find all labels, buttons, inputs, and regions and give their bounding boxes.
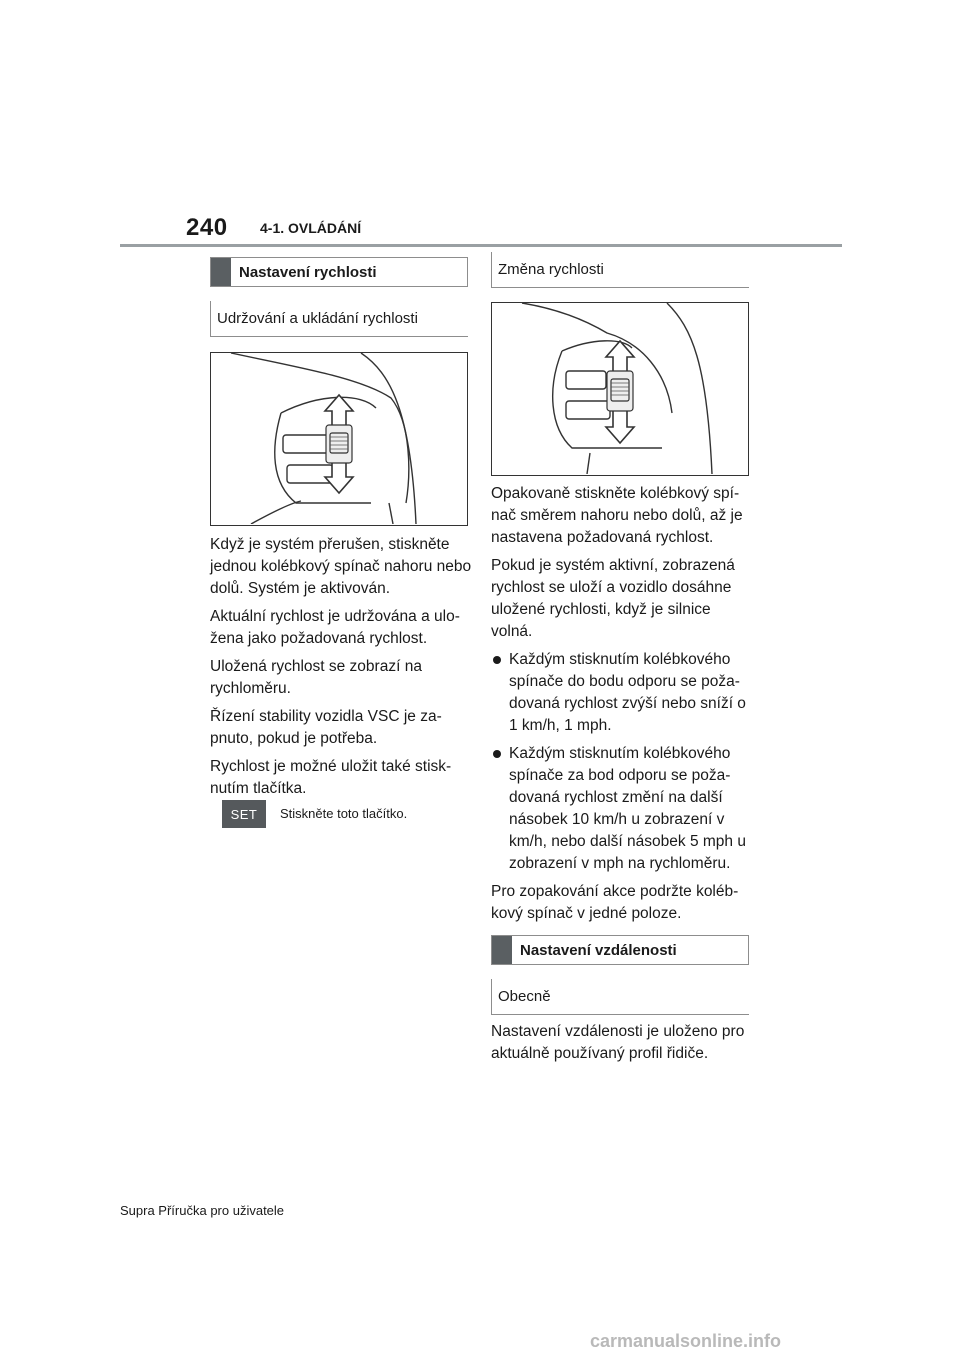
section-heading-text: Nastavení rychlosti	[239, 263, 377, 281]
set-button-icon: SET	[222, 800, 266, 828]
bullet-icon	[493, 750, 501, 758]
rocker-switch-illustration-right	[491, 302, 749, 476]
list-item-text: Každým stisknutím kolébkového spínače za bod odporu se požadovaná rychlost změní na další násobek 10 km/h u zobrazení v km/h, nebo další násobek 5 mph u zobrazení v mph na rychloměru.	[509, 745, 746, 872]
section-heading-speed-setting	[210, 257, 468, 287]
list-item	[491, 743, 753, 875]
left-body-text	[210, 534, 472, 806]
paragraph: Nastavení vzdálenosti je uloženo pro aktuálně používaný profil řidiče.	[491, 1023, 745, 1062]
distance-body-text	[491, 1021, 753, 1071]
section-heading-text: Nastavení vzdálenosti	[520, 941, 677, 959]
steering-wheel-rocker-switch-icon	[492, 303, 747, 474]
paragraph: Uložená rychlost se zobrazí na rychloměru.	[210, 658, 422, 697]
paragraph: Řízení stability vozidla VSC je zapnuto, pokud je potřeba.	[210, 708, 442, 747]
paragraph: Pokud je systém aktivní, zobrazená rychlost se uloží a vozidlo dosáhne uložené rychlosti, když je silnice volná.	[491, 557, 735, 640]
list-item	[491, 649, 753, 737]
subsection-heading-change-speed: Změna rychlosti	[491, 252, 749, 288]
paragraph: Opakovaně stiskněte kolébkový spínač směrem nahoru nebo dolů, až je nastavena požadovaná rychlost.	[491, 485, 743, 546]
paragraph: Pro zopakování akce podržte kolébkový spínač v jedné poloze.	[491, 883, 739, 922]
subsection-heading-maintain-speed: Udržování a ukládání rychlosti	[210, 301, 468, 337]
paragraph: Aktuální rychlost je udržována a uložena jako požadovaná rychlost.	[210, 608, 460, 647]
chapter-title: 4-1. OVLÁDÁNÍ	[260, 220, 362, 236]
section-heading-bar	[492, 936, 512, 964]
set-button-caption: Stiskněte toto tlačítko.	[280, 806, 408, 821]
paragraph: Rychlost je možné uložit také stisknutím tlačítka.	[210, 758, 452, 797]
list-item-text: Každým stisknutím kolébkového spínače do bodu odporu se požadovaná rychlost zvýší nebo sníží o 1 km/h, 1 mph.	[509, 651, 746, 734]
header-divider	[120, 244, 842, 247]
right-body-text	[491, 483, 753, 931]
footer-text: Supra Příručka pro uživatele	[120, 1203, 285, 1218]
section-heading-bar	[211, 258, 231, 286]
page-number: 240	[186, 214, 228, 241]
watermark: carmanualsonline.info	[590, 1331, 782, 1351]
section-heading-distance-setting	[491, 935, 749, 965]
paragraph: Když je systém přerušen, stiskněte jednou kolébkový spínač nahoru nebo dolů. Systém je aktivován.	[210, 536, 472, 597]
steering-wheel-rocker-switch-icon	[211, 353, 466, 524]
subsection-heading-general: Obecně	[491, 979, 749, 1015]
bullet-icon	[493, 656, 501, 664]
rocker-switch-illustration-left	[210, 352, 468, 526]
bullet-list	[491, 649, 753, 875]
